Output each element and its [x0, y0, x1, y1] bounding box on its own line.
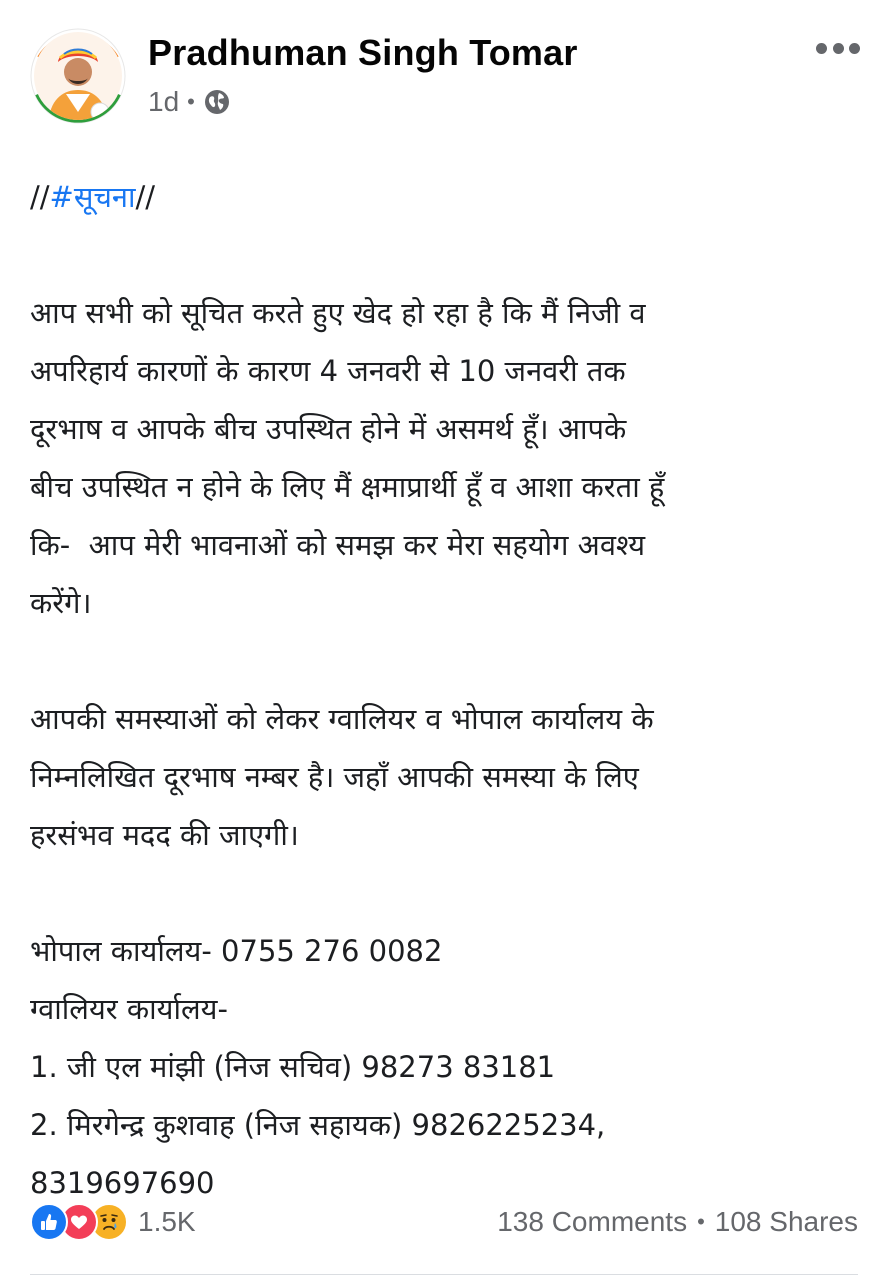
hashtag-link[interactable]: #सूचना — [49, 180, 136, 214]
like-reaction-icon — [30, 1203, 68, 1241]
post-text — [30, 168, 870, 1212]
contact-line: 2. मिरगेन्द्र कुशवाह (निज सहायक) 9826225234, — [30, 1108, 606, 1142]
contact-line: ग्वालियर कार्यालय- — [30, 992, 228, 1026]
contact-line: 1. जी एल मांझी (निज सचिव) 98273 83181 — [30, 1050, 556, 1084]
more-dot — [833, 43, 844, 54]
author-name[interactable]: Pradhuman Singh Tomar — [148, 32, 578, 73]
shares-count[interactable]: 108 Shares — [714, 1206, 858, 1237]
post-meta — [148, 86, 231, 118]
engagement-stats — [497, 1200, 858, 1244]
reaction-count[interactable]: 1.5K — [138, 1206, 196, 1237]
hashtag-suffix: // — [135, 180, 156, 214]
more-dot — [849, 43, 860, 54]
more-horizontal-icon[interactable] — [816, 38, 860, 58]
avatar[interactable] — [30, 28, 126, 124]
footer-divider — [30, 1274, 858, 1275]
contact-line: 8319697690 — [30, 1166, 215, 1200]
profile-photo-icon — [30, 28, 126, 124]
post-footer — [30, 1200, 858, 1244]
paragraph-gap — [30, 632, 870, 690]
comments-count[interactable]: 138 Comments — [497, 1206, 688, 1237]
more-dot — [816, 43, 827, 54]
contact-line: भोपाल कार्यालय- 0755 276 0082 — [30, 934, 443, 968]
post-time[interactable]: 1d — [148, 86, 180, 117]
post-header — [30, 28, 860, 128]
hashtag-line — [30, 168, 870, 226]
stats-separator: • — [697, 1209, 705, 1234]
paragraph-notice: आप सभी को सूचित करते हुए खेद हो रहा है कि मैं निजी व अपरिहार्य कारणों के कारण 4 जनवरी से 10 जनवरी तक दूरभाष व आपके बीच उपस्थित होने में असमर्थ हूँ। आपके बीच उपस्थित न होने के लिए मैं क्षमाप्रार्थी हूँ व आशा करता हूँ कि- आप मेरी भावनाओं को समझ कर मेरा सहयोग अवश्य करेंगे। — [30, 296, 665, 620]
paragraph-offices: आपकी समस्याओं को लेकर ग्वालियर व भोपाल कार्यालय के निम्नलिखित दूरभाष नम्बर है। जहाँ आपकी समस्या के लिए हरसंभव मदद की जाएगी। — [30, 702, 654, 852]
hashtag-prefix: // — [30, 180, 50, 214]
reactions-summary[interactable] — [30, 1200, 196, 1244]
paragraph-gap — [30, 226, 870, 284]
meta-separator: • — [187, 89, 195, 114]
paragraph-gap — [30, 864, 870, 922]
globe-icon — [203, 88, 231, 116]
